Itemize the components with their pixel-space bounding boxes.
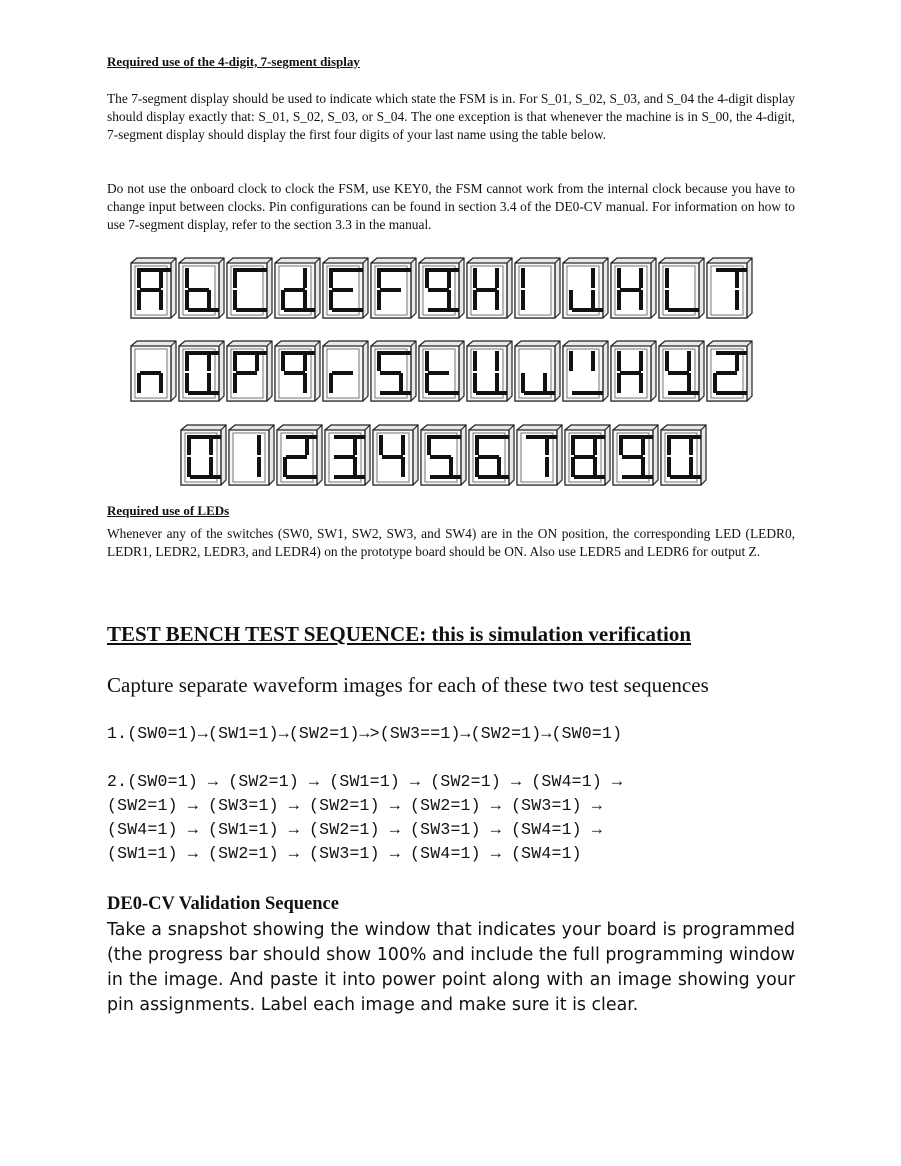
segment-d <box>188 308 219 312</box>
segment-digit-r <box>322 340 369 402</box>
segment-c <box>545 457 549 477</box>
segment-d <box>334 475 365 479</box>
segment-e <box>571 457 575 477</box>
segment-digit-graphic <box>322 340 369 402</box>
segment-g <box>284 371 305 375</box>
segment-digit-j <box>562 257 609 319</box>
segment-a <box>332 268 363 272</box>
segment-digit-s <box>370 340 417 402</box>
segment-digit-f <box>370 257 417 319</box>
segment-d <box>670 475 701 479</box>
segment-digit-4 <box>372 424 419 486</box>
segment-d <box>380 391 411 395</box>
segment-digit-b <box>178 257 225 319</box>
segment-f <box>617 268 621 288</box>
segment-a <box>236 351 267 355</box>
segment-c <box>639 373 643 393</box>
segment-e <box>281 290 285 310</box>
segment-digit-graphic <box>322 257 369 319</box>
segment-c <box>687 373 691 393</box>
segment-a <box>716 268 747 272</box>
segment-g <box>236 371 257 375</box>
segment-c <box>449 457 453 477</box>
segment-f <box>665 351 669 371</box>
segment-e <box>233 290 237 310</box>
segment-g <box>188 288 209 292</box>
segment-b <box>305 435 309 455</box>
segment-f <box>137 268 141 288</box>
segment-digit-q <box>274 340 321 402</box>
segment-digit-m <box>706 257 753 319</box>
segment-e <box>329 290 333 310</box>
segment-d <box>188 391 219 395</box>
segment-g <box>574 455 595 459</box>
segment-e <box>473 373 477 393</box>
segment-c <box>591 290 595 310</box>
segment-g <box>140 288 161 292</box>
segment-digit-n <box>130 340 177 402</box>
segment-c <box>159 290 163 310</box>
segment-b <box>545 435 549 455</box>
segment-digit-graphic <box>660 424 707 486</box>
segment-g <box>668 371 689 375</box>
test-sequence-2-line: (SW1=1) → (SW2=1) → (SW3=1) → (SW4=1) → (SW4=1) <box>107 844 582 863</box>
segment-a <box>574 435 605 439</box>
segment-g <box>620 371 641 375</box>
segment-digit-t <box>418 340 465 402</box>
segment-a <box>716 351 747 355</box>
segment-digit-graphic <box>610 340 657 402</box>
segment-c <box>593 457 597 477</box>
segment-digit-v <box>514 340 561 402</box>
segment-b <box>447 268 451 288</box>
segment-c <box>303 290 307 310</box>
segment-d <box>716 391 747 395</box>
segment-digit-a <box>130 257 177 319</box>
segment-digit-graphic <box>370 340 417 402</box>
test-sequence-2-line: 2.(SW0=1) → (SW2=1) → (SW1=1) → (SW2=1) → (SW4=1) → <box>107 772 623 791</box>
segment-g <box>140 371 161 375</box>
segment-e <box>521 373 525 393</box>
segment-g <box>716 371 737 375</box>
segment-digit-y <box>658 340 705 402</box>
segment-f <box>521 268 525 288</box>
clock-paragraph: Do not use the onboard clock to clock the FSM, use KEY0, the FSM cannot work from the internal clock because you have to change input between clocks. Pin configurations can be found in section 3.4 of the DE0-CV manual. For information on how to use 7-segment display, refer to the section 3.3 in the manual. <box>107 181 795 232</box>
segment-f <box>665 268 669 288</box>
segment-digit-h <box>466 257 513 319</box>
segment-d <box>430 475 461 479</box>
segment-digit-graphic <box>418 340 465 402</box>
segment-a <box>286 435 317 439</box>
segment-e <box>185 373 189 393</box>
segment-f <box>379 435 383 455</box>
segment-digit-graphic <box>516 424 563 486</box>
segment-f <box>569 351 573 371</box>
segment-digit-graphic <box>372 424 419 486</box>
segment-f <box>281 351 285 371</box>
segment-digit-9 <box>612 424 659 486</box>
segment-table-row-letters-2 <box>130 340 753 402</box>
segment-digit-g <box>418 257 465 319</box>
segment-d <box>622 475 653 479</box>
segment-e <box>473 290 477 310</box>
segment-digit-l <box>658 257 705 319</box>
segment-digit-p <box>226 340 273 402</box>
segment-digit-graphic <box>466 257 513 319</box>
segment-e <box>475 457 479 477</box>
segment-g <box>428 371 449 375</box>
segment-a <box>236 268 267 272</box>
segment-digit-graphic <box>564 424 611 486</box>
segment-e <box>667 457 671 477</box>
segment-c <box>497 457 501 477</box>
segment-e <box>521 290 525 310</box>
segment-g <box>620 288 641 292</box>
segment-b <box>689 435 693 455</box>
segment-d <box>236 308 267 312</box>
segment-c <box>543 373 547 393</box>
segment-digit-graphic <box>466 340 513 402</box>
segment-d <box>572 308 603 312</box>
segment-e <box>617 373 621 393</box>
segment-digit-0 <box>180 424 227 486</box>
segment-a <box>478 435 509 439</box>
segment-d <box>572 391 603 395</box>
segment-digit-6 <box>468 424 515 486</box>
segment-e <box>329 373 333 393</box>
segment-digit-graphic <box>130 257 177 319</box>
test-sequence-2-line: (SW4=1) → (SW1=1) → (SW2=1) → (SW3=1) → (SW4=1) → <box>107 820 602 839</box>
segment-d <box>284 308 315 312</box>
segment-d <box>668 308 699 312</box>
segment-e <box>283 457 287 477</box>
segment-digit-graphic <box>276 424 323 486</box>
segment-digit-graphic <box>226 340 273 402</box>
segment-digit-graphic <box>418 257 465 319</box>
segment-f <box>619 435 623 455</box>
segment-c <box>303 373 307 393</box>
segment-f <box>233 351 237 371</box>
segment-digit-2 <box>276 424 323 486</box>
segment-b <box>495 351 499 371</box>
segment-digit-o <box>178 340 225 402</box>
segment-b <box>303 351 307 371</box>
segment-c <box>257 457 261 477</box>
segment-a <box>140 268 171 272</box>
segment-digit-graphic <box>562 257 609 319</box>
segment-digit-i <box>514 257 561 319</box>
segment-c <box>641 457 645 477</box>
segment-d <box>668 391 699 395</box>
segment-e <box>137 373 141 393</box>
segment-g <box>332 288 353 292</box>
segment-e <box>713 373 717 393</box>
segment-g <box>622 455 643 459</box>
segment-digit-0 <box>660 424 707 486</box>
segment-d <box>478 475 509 479</box>
segment-f <box>187 435 191 455</box>
segment-digit-8 <box>564 424 611 486</box>
segment-c <box>639 290 643 310</box>
segment-digit-graphic <box>514 257 561 319</box>
segment-digit-graphic <box>180 424 227 486</box>
segment-g <box>332 371 353 375</box>
validation-paragraph: Take a snapshot showing the window that indicates your board is programmed (the progress bar should show 100% and include the full programming window in the image. And paste it into power point along with an image showing your pin assignments. Label each image and make sure it is clear. <box>107 920 795 1015</box>
segment-digit-graphic <box>706 257 753 319</box>
segment-a <box>526 435 557 439</box>
segment-b <box>639 268 643 288</box>
segment-f <box>329 268 333 288</box>
segment-g <box>286 455 307 459</box>
segment-digit-graphic <box>228 424 275 486</box>
segment-c <box>209 457 213 477</box>
segment-c <box>399 373 403 393</box>
segment-d <box>524 391 555 395</box>
segment-digit-graphic <box>178 257 225 319</box>
segment-d <box>574 475 605 479</box>
segment-d <box>428 391 459 395</box>
segment-g <box>476 288 497 292</box>
segment-f <box>617 351 621 371</box>
segment-digit-graphic <box>274 257 321 319</box>
segment-b <box>159 268 163 288</box>
segment-a <box>430 435 461 439</box>
segment-digit-graphic <box>130 340 177 402</box>
segment-digit-graphic <box>706 340 753 402</box>
segment-display-paragraph: The 7-segment display should be used to indicate which state the FSM is in. For S_01, S_02, S_03, and S_04 the 4-digit display should display exactly that: S_01, S_02, S_03, or S_04. The one exception is that whenever the machine is in S_00, the 4-digit, 7-segment display should display the first four digits of your last name using the table below. <box>107 91 795 142</box>
segment-b <box>735 268 739 288</box>
segment-f <box>473 268 477 288</box>
segment-f <box>425 268 429 288</box>
segment-c <box>447 290 451 310</box>
segment-c <box>689 457 693 477</box>
segment-f <box>571 435 575 455</box>
segment-e <box>617 290 621 310</box>
segment-digit-c <box>226 257 273 319</box>
segment-digit-graphic <box>468 424 515 486</box>
segment-g <box>430 455 451 459</box>
segment-digit-graphic <box>226 257 273 319</box>
segment-f <box>377 268 381 288</box>
segment-digit-graphic <box>658 257 705 319</box>
segment-g <box>380 288 401 292</box>
segment-g <box>428 288 449 292</box>
led-paragraph: Whenever any of the switches (SW0, SW1, SW2, SW3, and SW4) are in the ON position, the corresponding LED (LEDR0, LEDR1, LEDR2, LEDR3, and LEDR4) on the prototype board should be ON. Also use LEDR5 and LEDR6 for output Z. <box>107 526 795 559</box>
segment-c <box>353 457 357 477</box>
segment-f <box>377 351 381 371</box>
testbench-heading: TEST BENCH TEST SEQUENCE: this is simulation verification <box>107 622 692 646</box>
segment-g <box>334 455 355 459</box>
segment-digit-graphic <box>658 340 705 402</box>
segment-g <box>380 371 401 375</box>
segment-a <box>670 435 701 439</box>
segment-g <box>284 288 305 292</box>
segment-e <box>137 290 141 310</box>
segment-g <box>478 455 499 459</box>
segment-b <box>641 435 645 455</box>
segment-c <box>159 373 163 393</box>
segment-digit-graphic <box>324 424 371 486</box>
segment-a <box>188 351 219 355</box>
segment-e <box>665 290 669 310</box>
segment-b <box>591 351 595 371</box>
segment-b <box>639 351 643 371</box>
segment-a <box>284 351 315 355</box>
segment-digit-k <box>610 257 657 319</box>
segment-c <box>207 373 211 393</box>
segment-digit-graphic <box>612 424 659 486</box>
segment-g <box>382 455 403 459</box>
segment-b <box>255 351 259 371</box>
capture-instruction: Capture separate waveform images for each of these two test sequences <box>107 673 709 697</box>
segment-b <box>353 435 357 455</box>
test-sequence-2-line: (SW2=1) → (SW3=1) → (SW2=1) → (SW2=1) → (SW3=1) → <box>107 796 602 815</box>
segment-a <box>190 435 221 439</box>
segment-b <box>303 268 307 288</box>
segment-d <box>476 391 507 395</box>
segment-digit-1 <box>228 424 275 486</box>
segment-f <box>233 268 237 288</box>
segment-b <box>401 435 405 455</box>
segment-digit-3 <box>324 424 371 486</box>
segment-b <box>687 351 691 371</box>
segment-c <box>401 457 405 477</box>
segment-b <box>209 435 213 455</box>
segment-digit-e <box>322 257 369 319</box>
segment-digit-graphic <box>420 424 467 486</box>
segment-c <box>495 373 499 393</box>
test-sequence-1: 1.(SW0=1)→(SW1=1)→(SW2=1)→>(SW3==1)→(SW2=1)→(SW0=1) <box>107 724 623 743</box>
segment-digit-graphic <box>178 340 225 402</box>
segment-digit-w <box>562 340 609 402</box>
segment-digit-graphic <box>562 340 609 402</box>
segment-a <box>334 435 365 439</box>
segment-b <box>593 435 597 455</box>
segment-digit-graphic <box>274 340 321 402</box>
segment-b <box>735 351 739 371</box>
segment-e <box>185 290 189 310</box>
segment-f <box>185 351 189 371</box>
validation-heading: DE0-CV Validation Sequence <box>107 894 339 914</box>
led-heading: Required use of LEDs <box>107 503 230 518</box>
segment-digit-d <box>274 257 321 319</box>
segment-b <box>495 268 499 288</box>
segment-table-row-letters-1 <box>130 257 753 319</box>
segment-a <box>380 268 411 272</box>
segment-digit-graphic <box>370 257 417 319</box>
segment-d <box>332 308 363 312</box>
segment-table-row-digits <box>180 424 707 486</box>
segment-digit-u <box>466 340 513 402</box>
segment-digit-x <box>610 340 657 402</box>
segment-digit-z <box>706 340 753 402</box>
segment-f <box>185 268 189 288</box>
segment-e <box>377 290 381 310</box>
segment-d <box>428 308 459 312</box>
segment-b <box>207 351 211 371</box>
segment-c <box>735 290 739 310</box>
segment-b <box>591 268 595 288</box>
segment-digit-5 <box>420 424 467 486</box>
segment-a <box>622 435 653 439</box>
segment-a <box>428 268 459 272</box>
segment-f <box>427 435 431 455</box>
segment-digit-7 <box>516 424 563 486</box>
segment-e <box>425 373 429 393</box>
segment-d <box>286 475 317 479</box>
segment-e <box>187 457 191 477</box>
segment-digit-graphic <box>610 257 657 319</box>
segment-d <box>190 475 221 479</box>
segment-f <box>473 351 477 371</box>
segment-b <box>257 435 261 455</box>
segment-c <box>207 290 211 310</box>
segment-e <box>569 290 573 310</box>
segment-e <box>233 373 237 393</box>
segment-a <box>380 351 411 355</box>
segment-f <box>425 351 429 371</box>
segment-c <box>495 290 499 310</box>
segment-f <box>667 435 671 455</box>
segment-f <box>475 435 479 455</box>
segment-display-heading: Required use of the 4-digit, 7-segment display <box>107 54 360 69</box>
segment-digit-graphic <box>514 340 561 402</box>
